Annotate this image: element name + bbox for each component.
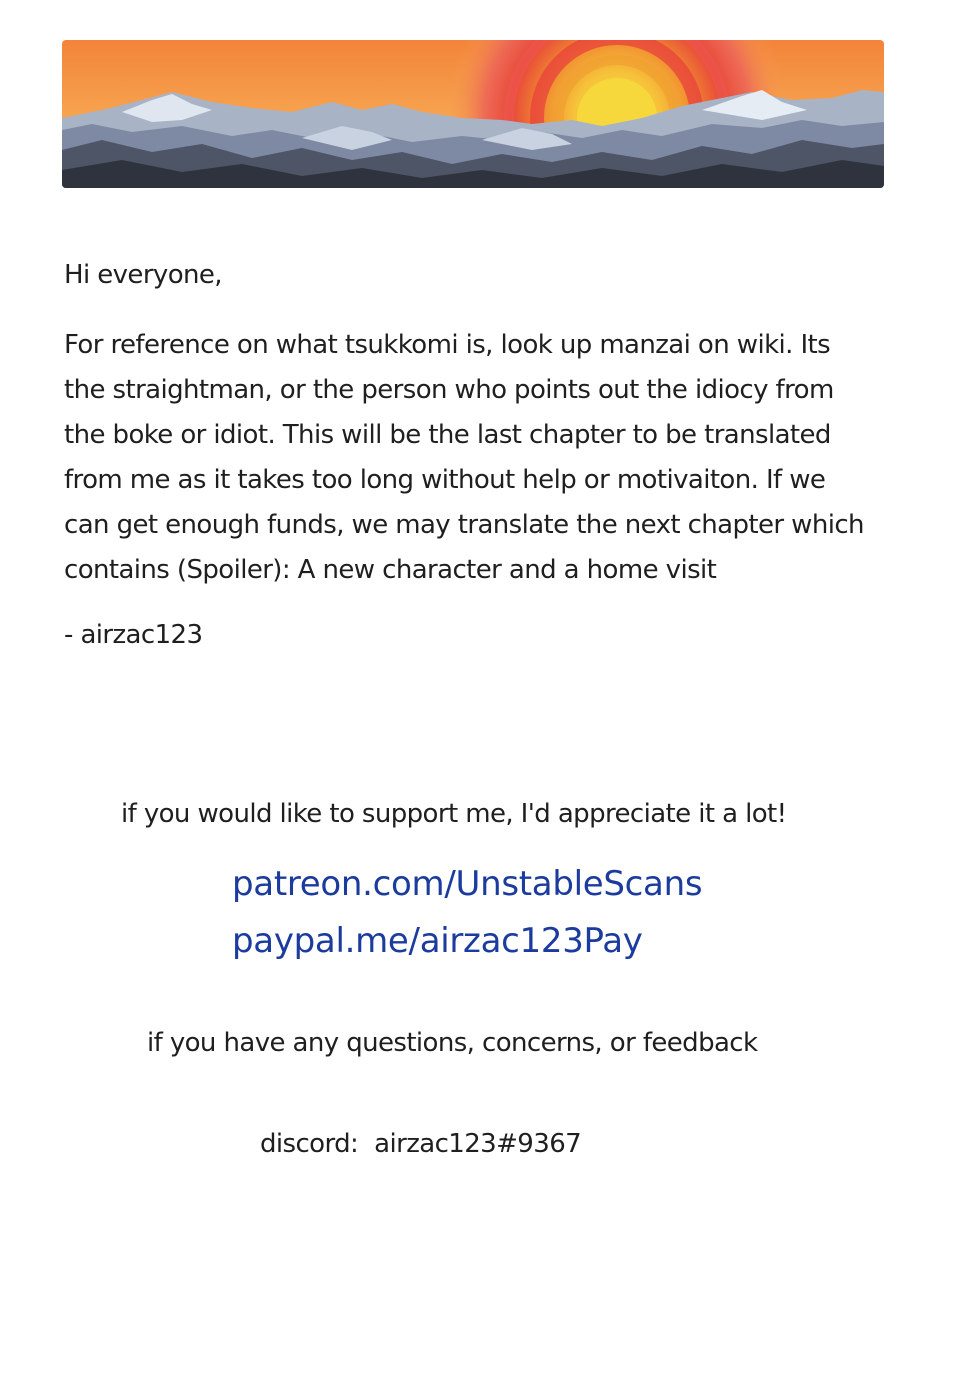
sunset-mountains-banner-art [62, 40, 884, 188]
signature: - airzac123 [64, 620, 203, 650]
sunset-mountains-banner [62, 40, 884, 188]
contact-message: if you have any questions, concerns, or feedback [147, 1028, 758, 1058]
support-message: if you would like to support me, I'd appreciate it a lot! [121, 799, 787, 829]
patreon-link[interactable]: patreon.com/UnstableScans [232, 864, 703, 904]
discord-contact [260, 1129, 581, 1159]
discord-handle: airzac123#9367 [374, 1129, 582, 1159]
paypal-link[interactable]: paypal.me/airzac123Pay [232, 921, 643, 961]
body-paragraph: For reference on what tsukkomi is, look up manzai on wiki. Its the straightman, or the person who points out the idiocy from the boke or idiot. This will be the last chapter to be translated from me as it takes too long without help or motivaiton. If we can get enough funds, we may translate the next chapter which contains (Spoiler): A new character and a home visit [64, 330, 864, 585]
greeting: Hi everyone, [64, 260, 222, 290]
discord-label: discord: [260, 1129, 359, 1159]
